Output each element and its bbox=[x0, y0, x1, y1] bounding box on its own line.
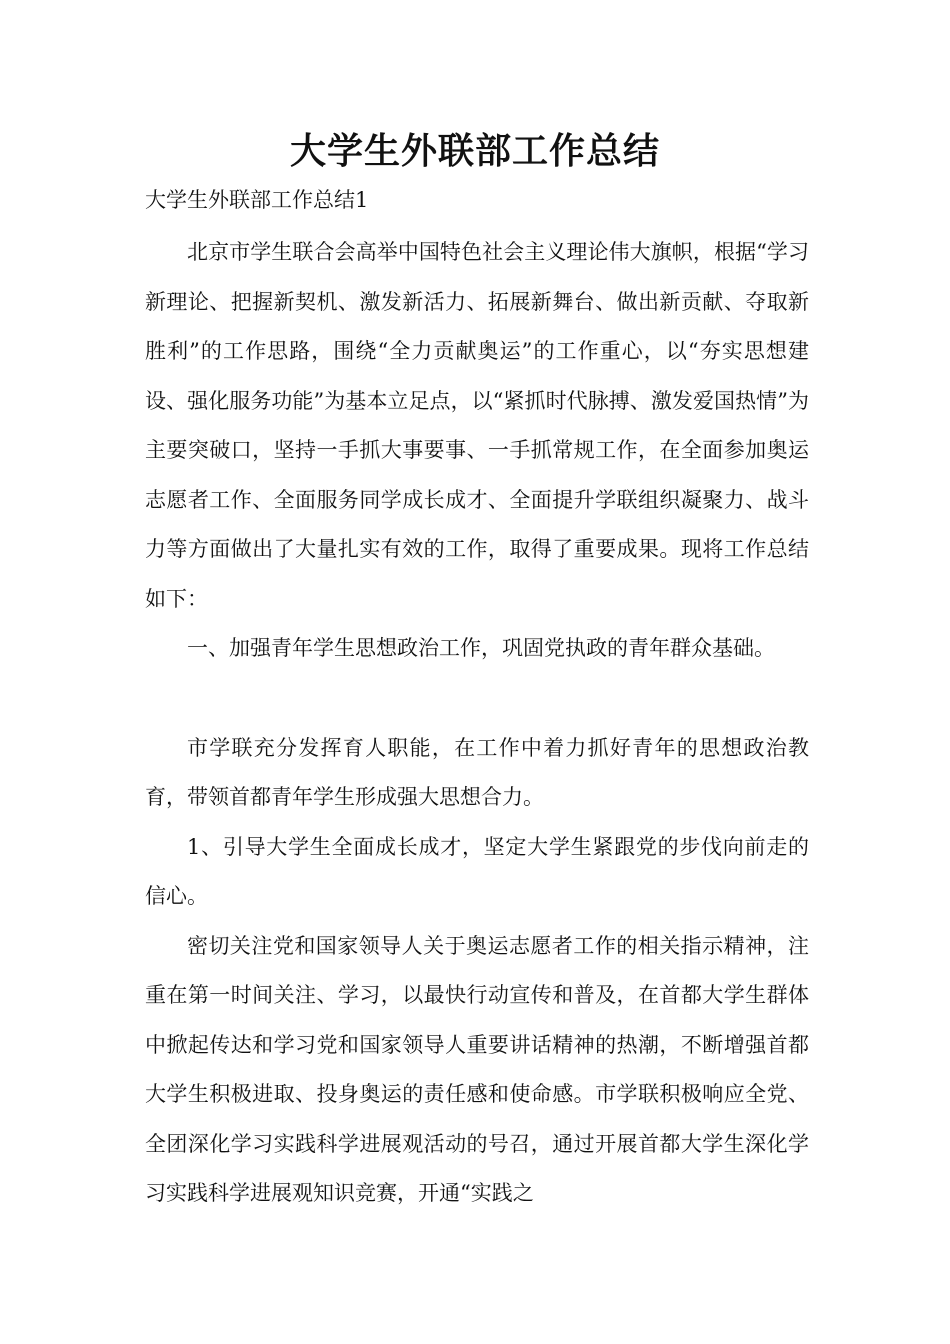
paragraph-gap bbox=[145, 674, 809, 724]
paragraph-subheading-1: 1、引导大学生全面成长成才，坚定大学生紧跟党的步伐向前走的信心。 bbox=[145, 834, 809, 908]
document-body bbox=[145, 228, 809, 1219]
document-subtitle: 大学生外联部工作总结1 bbox=[145, 188, 369, 212]
paragraph-body-2: 密切关注党和国家领导人关于奥运志愿者工作的相关指示精神，注重在第一时间关注、学习，以最快行动宣传和普及，在首都大学生群体中掀起传达和学习党和国家领导人重要讲话精神的热潮，不断增强首都大学生积极进取、投身奥运的责任感和使命感。市学联积极响应全党、全团深化学习实践科学进展观活动的号召，通过开展首都大学生深化学习实践科学进展观知识竞赛，开通“实践之 bbox=[145, 933, 809, 1205]
document-title: 大学生外联部工作总结 bbox=[289, 131, 660, 172]
paragraph-body-1: 市学联充分发挥育人职能，在工作中着力抓好青年的思想政治教育，带领首都青年学生形成强大思想合力。 bbox=[145, 735, 809, 809]
paragraph-section-heading: 一、加强青年学生思想政治工作，巩固党执政的青年群众基础。 bbox=[187, 636, 775, 660]
paragraph-intro: 北京市学生联合会高举中国特色社会主义理论伟大旗帜，根据“学习新理论、把握新契机、激发新活力、拓展新舞台、做出新贡献、夺取新胜利”的工作思路，围绕“全力贡献奥运”的工作重心，以“夯实思想建设、强化服务功能”为基本立足点，以“紧抓时代脉搏、激发爱国热情”为主要突破口，坚持一手抓大事要事、一手抓常规工作，在全面参加奥运志愿者工作、全面服务同学成长成才、全面提升学联组织凝聚力、战斗力等方面做出了大量扎实有效的工作，取得了重要成果。现将工作总结如下： bbox=[145, 240, 809, 611]
